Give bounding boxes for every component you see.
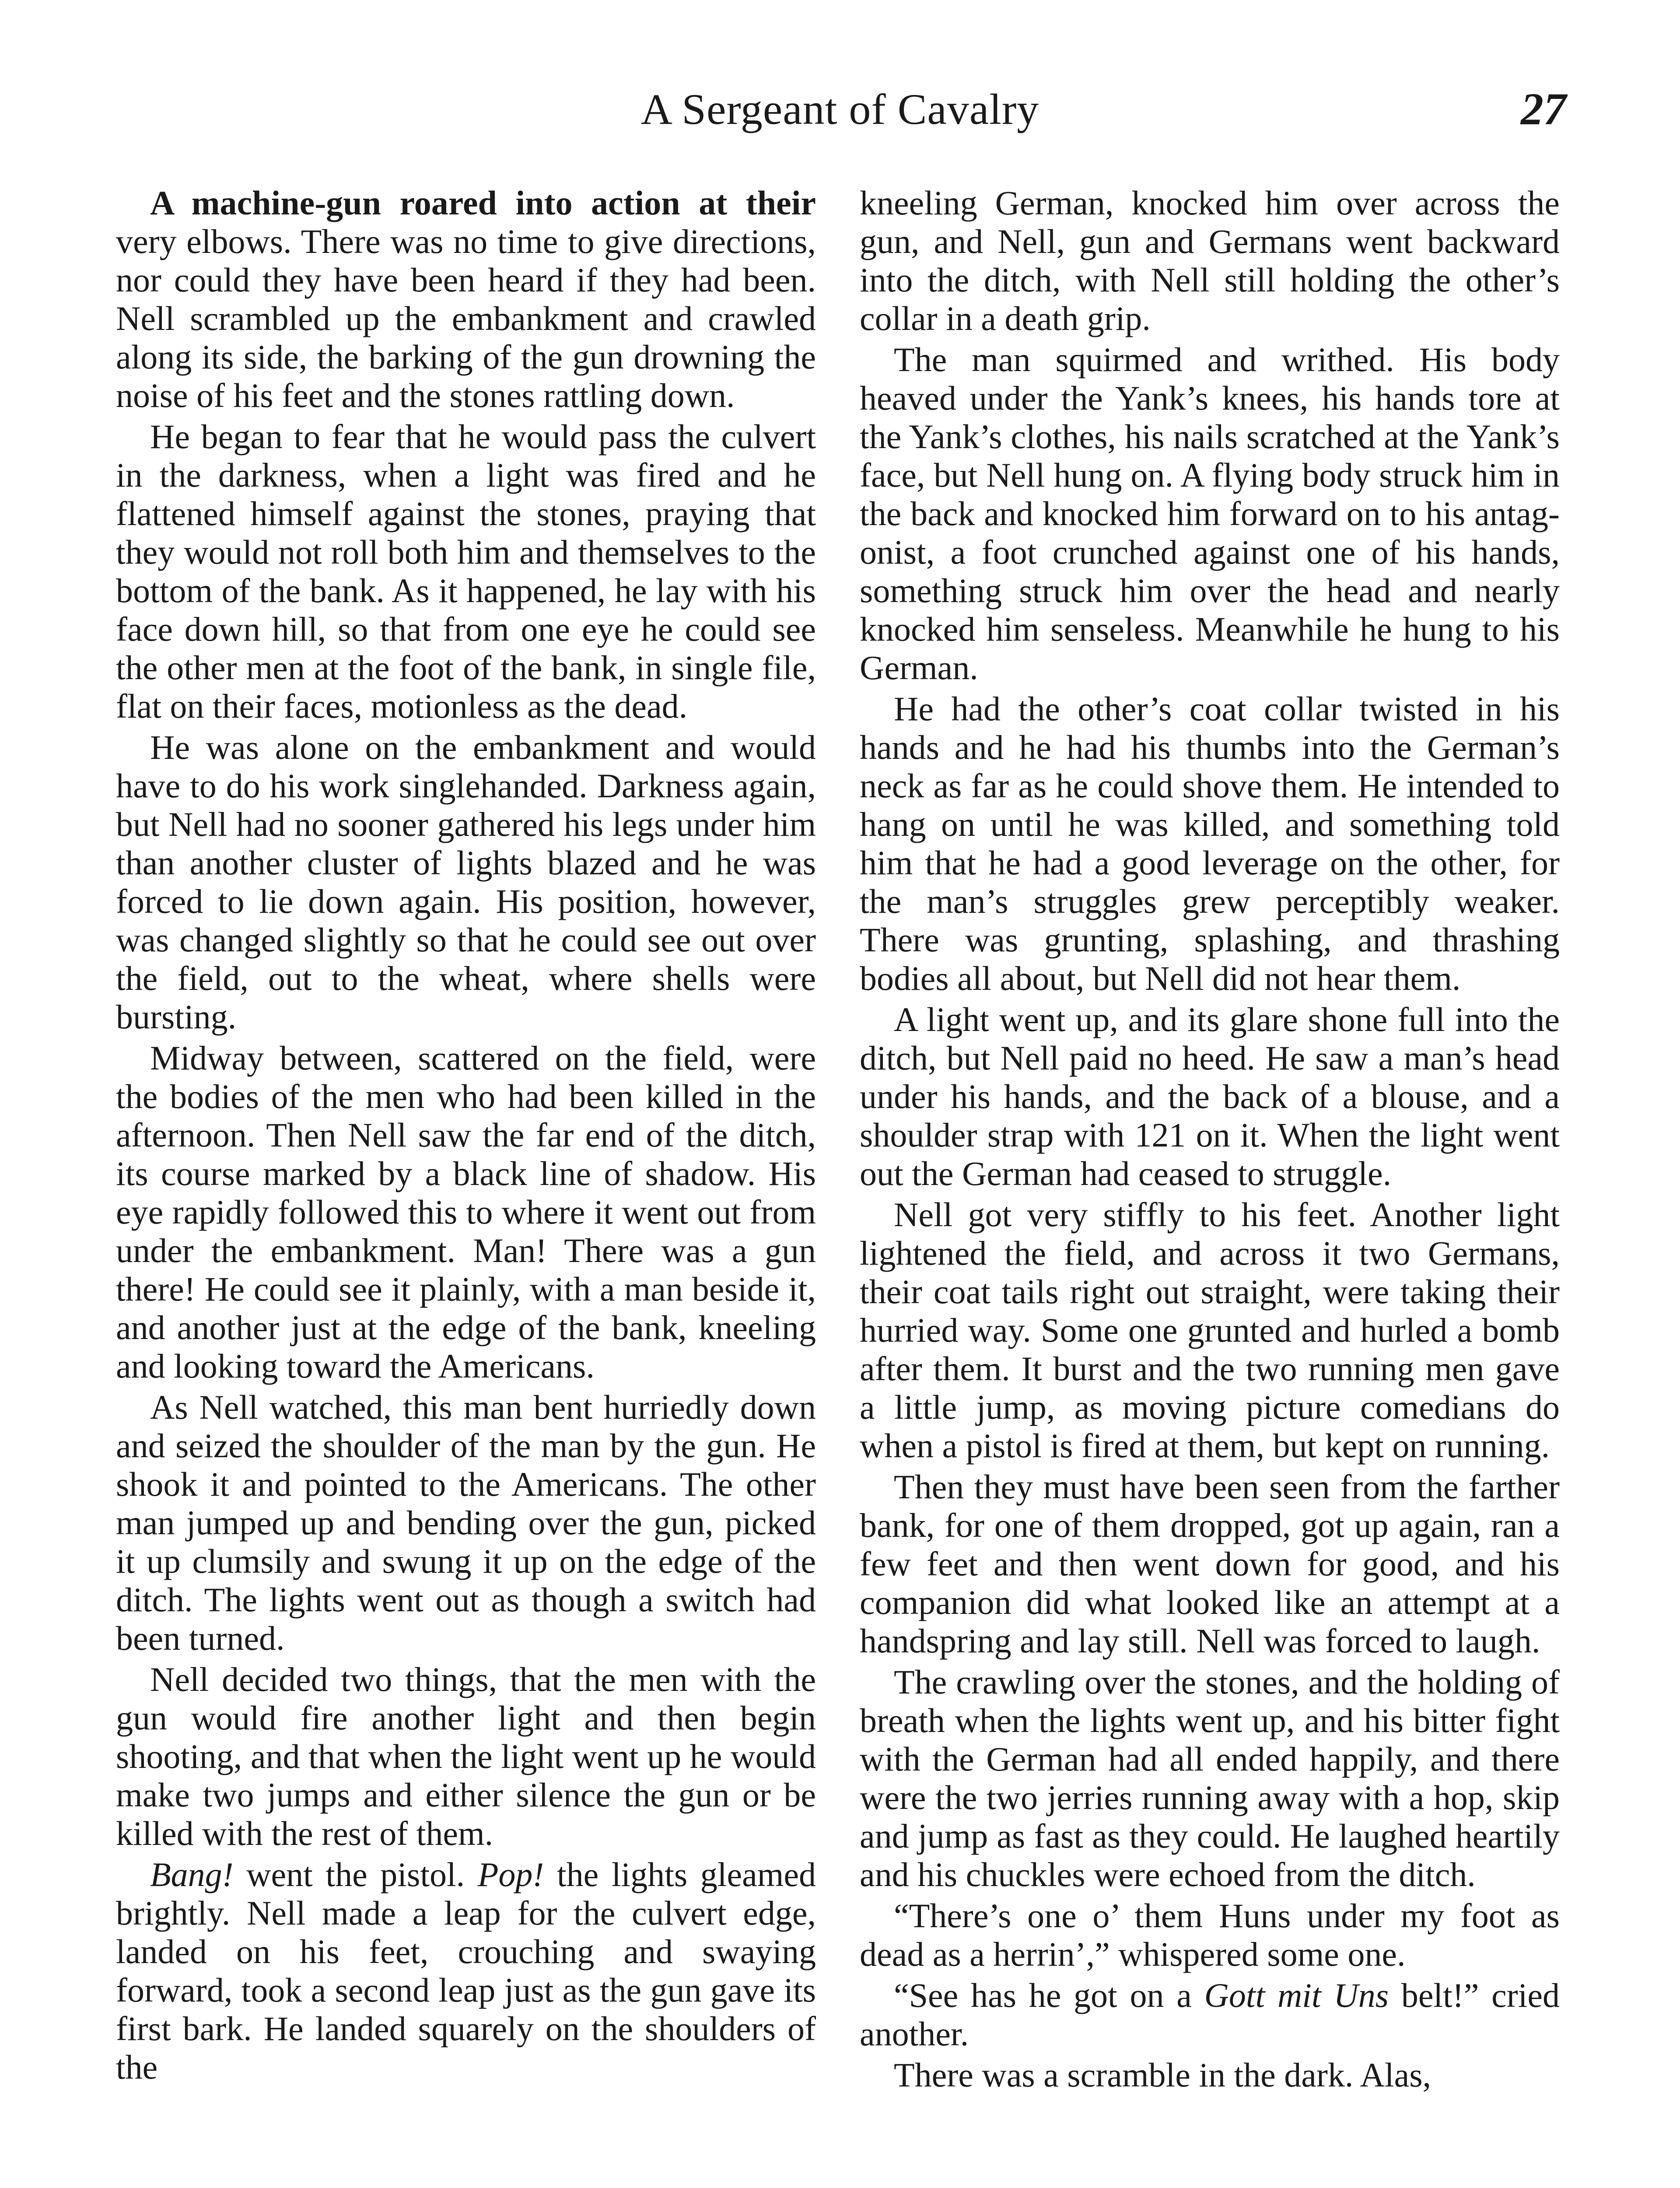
paragraph: A light went up, and its glare shone full into the ditch, but Nell paid no heed. He saw a man’s head under his hands, and the back of a blouse, and a shoulder strap with 121 on it. When the light went out the German had ceased to struggle. (860, 1000, 1560, 1192)
paragraph: Nell got very stiffly to his feet. Another light lightened the field, and across it two Germans, their coat tails right out straight, were taking their hurried way. Some one grunted and hurled a bomb after them. It burst and the two running men gave a little jump, as moving picture comedians do when a pistol is fired at them, but kept on running. (860, 1196, 1560, 1465)
paragraph: He was alone on the embankment and would have to do his work singlehanded. Darkness again, but Nell had no sooner gathered his legs under him than another cluster of lights blazed and he was forced to lie down again. His position, however, was changed slightly so that he could see out over the field, out to the wheat, where shells were bursting. (116, 728, 816, 1036)
paragraph: There was a scramble in the dark. Alas, (894, 2056, 1432, 2094)
page-header (114, 79, 1566, 144)
italic-text: Bang! (150, 1855, 234, 1893)
paragraph-continued: kneeling German, knocked him over across the gun, and Nell, gun and Germans went backward into the ditch, with Nell still holding the other’s collar in a death grip. (860, 184, 1560, 337)
paragraph: As Nell watched, this man bent hurriedly down and seized the shoulder of the man by the gun. He shook it and pointed to the Americans. The other man jumped up and bending over the gun, picked it up clumsily and swung it up on the edge of the ditch. The lights went out as though a switch had been turned. (116, 1388, 816, 1657)
italic-text: Gott mit Uns (1204, 1976, 1389, 2014)
running-title: A Sergeant of Cavalry (640, 85, 1040, 133)
paragraph: He had the other’s coat collar twisted in his hands and he had his thumbs into the German’s neck as far as he could shove them. He intended to hang on until he was killed, and something told him that he had a good leverage on the other, for the man’s struggles grew perceptibly weaker. There was grunting, splashing, and thrashing bodies all about, but Nell did not hear them. (860, 690, 1560, 997)
paragraph: A machine-gun roared into action at their very elbows. There was no time to give directions, nor could they have been heard if they had been. Nell scrambled up the embankment and crawled along its side, the barking of the gun drowning the noise of his feet and the stones rattling down. (116, 184, 816, 414)
paragraph: Midway between, scattered on the field, were the bodies of the men who had been killed in the afternoon. Then Nell saw the far end of the ditch, its course marked by a black line of shadow. His eye rapidly followed this to where it went out from under the embankment. Man! There was a gun there! He could see it plainly, with a man beside it, and another just at the edge of the bank, kneeling and looking toward the Americans. (116, 1039, 816, 1385)
paragraph: “See has he got on a Gott mit Uns belt!” cried another. (860, 1976, 1560, 2053)
paragraph: He began to fear that he would pass the culvert in the darkness, when a light was fired and he flattened himself against the stones, praying that they would not roll both him and themselves to the bottom of the bank. As it happened, he lay with his face down hill, so that from one eye he could see the other men at the foot of the bank, in single file, flat on their faces, motionless as the dead. (116, 417, 816, 725)
lead-in: A machine-gun roared into action at their (150, 184, 816, 222)
page-number: 27 (1521, 84, 1566, 134)
paragraph: “There’s one o’ them Huns under my foot as dead as a herrin’,” whispered some one. (860, 1897, 1560, 1973)
paragraph: The crawling over the stones, and the holding of breath when the lights went up, and his bitter fight with the German had all ended happily, and there were the two jerries running away with a hop, skip and jump as fast as they could. He laughed heartily and his chuckles were echoed from the ditch. (860, 1663, 1560, 1893)
left-column (116, 184, 816, 2086)
paragraph: Then they must have been seen from the farther bank, for one of them dropped, got up again, ran a few feet and then went down for good, and his companion did what looked like an attempt at a handspring and lay still. Nell was forced to laugh. (860, 1468, 1560, 1660)
right-column (860, 184, 1560, 2094)
paragraph: Bang! went the pistol. Pop! the lights gleamed brightly. Nell made a leap for the culvert edge, landed on his feet, crouching and swaying forward, took a second leap just as the gun gave its first bark. He landed squarely on the shoulders of the (116, 1855, 816, 2086)
paragraph: The man squirmed and writhed. His body heaved under the Yank’s knees, his hands tore at the Yank’s clothes, his nails scratched at the Yank’s face, but Nell hung on. A flying body struck him in the back and knocked him forward on to his antagonist, a foot crunched against one of his hands, something struck him over the head and nearly knocked him senseless. Meanwhile he hung to his German. (860, 340, 1560, 687)
italic-text: Pop! (477, 1855, 544, 1893)
paragraph: Nell decided two things, that the men with the gun would fire another light and then begin shooting, and that when the light went up he would make two jumps and either silence the gun or be killed with the rest of them. (116, 1660, 816, 1852)
